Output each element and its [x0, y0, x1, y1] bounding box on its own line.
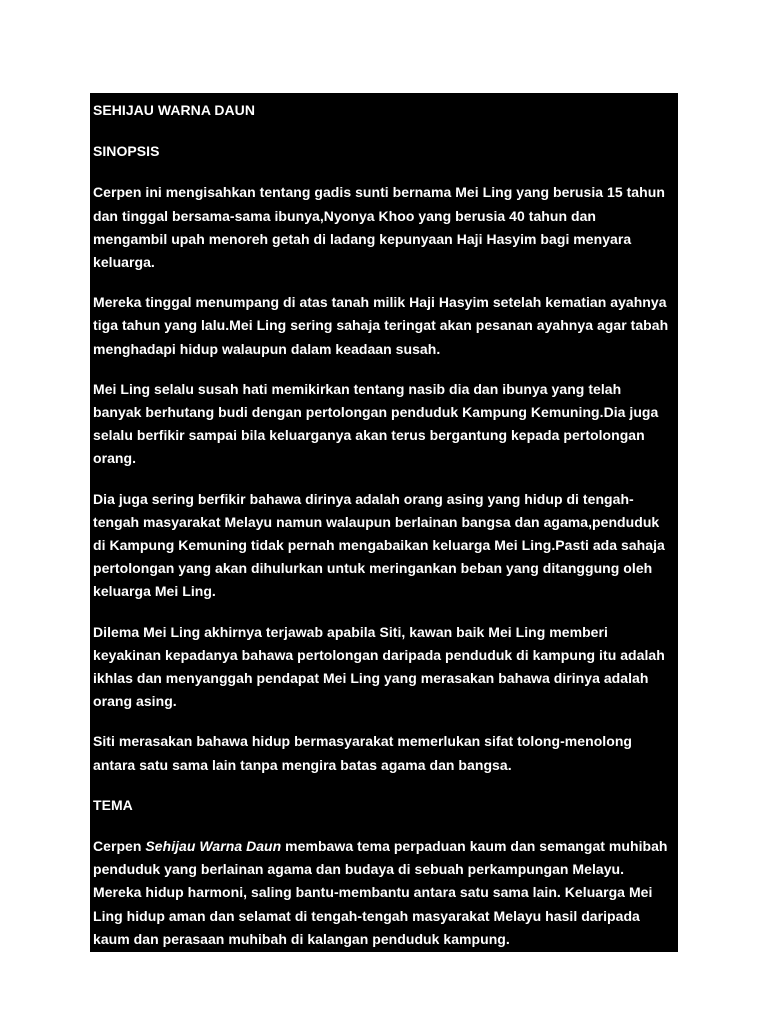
paragraph-line: Cerpen ini mengisahkan tentang gadis sunti bernama Mei Ling yang berusia 15 tahun: [93, 184, 665, 201]
paragraph-line: keluarga Mei Ling.: [93, 583, 216, 600]
paragraph-line: kaum dan perasaan muhibah di kalangan penduduk kampung.: [93, 930, 510, 947]
paragraph-line: Dia juga sering berfikir bahawa dirinya adalah orang asing yang hidup di tengah-: [93, 490, 634, 507]
paragraph-line: menghadapi hidup walaupun dalam keadaan susah.: [93, 340, 441, 357]
document-panel: [90, 93, 678, 952]
paragraph-line: keyakinan kepadanya bahawa pertolongan daripada penduduk di kampung itu adalah: [93, 646, 665, 663]
paragraph-line: Mei Ling selalu susah hati memikirkan tentang nasib dia dan ibunya yang telah: [93, 380, 622, 397]
paragraph-line: antara satu sama lain tanpa mengira batas agama dan bangsa.: [93, 756, 512, 773]
paragraph-line: Ling hidup aman dan selamat di tengah-tengah masyarakat Melayu hasil daripada: [93, 907, 640, 924]
paragraph-line: tiga tahun yang lalu.Mei Ling sering sahaja teringat akan pesanan ayahnya agar tabah: [93, 317, 669, 334]
story-title-italic: Sehijau Warna Daun: [145, 838, 282, 855]
paragraph-line: Siti merasakan bahawa hidup bermasyarakat memerlukan sifat tolong-menolong: [93, 733, 632, 750]
paragraph-line: orang.: [93, 450, 137, 467]
sinopsis-paragraph-5: [93, 621, 678, 714]
sinopsis-paragraph-3: [93, 378, 678, 471]
paragraph-line: penduduk yang berlainan agama dan budaya di sebuah perkampungan Melayu.: [93, 861, 625, 878]
section-heading-sinopsis: SINOPSIS: [93, 143, 160, 160]
sinopsis-paragraph-1: [93, 181, 678, 274]
line-suffix: membawa tema perpaduan kaum dan semangat muhibah: [281, 838, 668, 855]
paragraph-line: orang asing.: [93, 693, 177, 710]
paragraph-line: pertolongan yang akan dihulurkan untuk meringankan beban yang ditanggung oleh: [93, 560, 653, 577]
tema-paragraph: [93, 835, 678, 951]
sinopsis-paragraph-4: [93, 488, 678, 604]
paragraph-line: dan tinggal bersama-sama ibunya,Nyonya Khoo yang berusia 40 tahun dan: [93, 207, 596, 224]
paragraph-line: mengambil upah menoreh getah di ladang kepunyaan Haji Hasyim bagi menyara: [93, 230, 632, 247]
paragraph-line: Dilema Mei Ling akhirnya terjawab apabila Siti, kawan baik Mei Ling memberi: [93, 623, 608, 640]
line-prefix: Cerpen: [93, 838, 146, 855]
paragraph-line: Mereka hidup harmoni, saling bantu-membantu antara satu sama lain. Keluarga Mei: [93, 884, 653, 901]
paragraph-line: keluarga.: [93, 254, 155, 271]
paragraph-line: selalu berfikir sampai bila keluarganya akan terus bergantung kepada pertolongan: [93, 427, 645, 444]
document-title: SEHIJAU WARNA DAUN: [93, 102, 255, 118]
paragraph-line: banyak berhutang budi dengan pertolongan penduduk Kampung Kemuning.Dia juga: [93, 404, 659, 421]
paragraph-line: [93, 835, 678, 858]
sinopsis-paragraph-6: [93, 730, 678, 776]
paragraph-line: di Kampung Kemuning tidak pernah mengabaikan keluarga Mei Ling.Pasti ada sahaja: [93, 537, 665, 554]
section-heading-tema: TEMA: [93, 796, 133, 813]
paragraph-line: tengah masyarakat Melayu namun walaupun berlainan bangsa dan agama,penduduk: [93, 513, 660, 530]
paragraph-line: Mereka tinggal menumpang di atas tanah milik Haji Hasyim setelah kematian ayahnya: [93, 294, 667, 311]
sinopsis-paragraph-2: [93, 291, 678, 361]
paragraph-line: ikhlas dan menyanggah pendapat Mei Ling yang merasakan bahawa dirinya adalah: [93, 670, 649, 687]
